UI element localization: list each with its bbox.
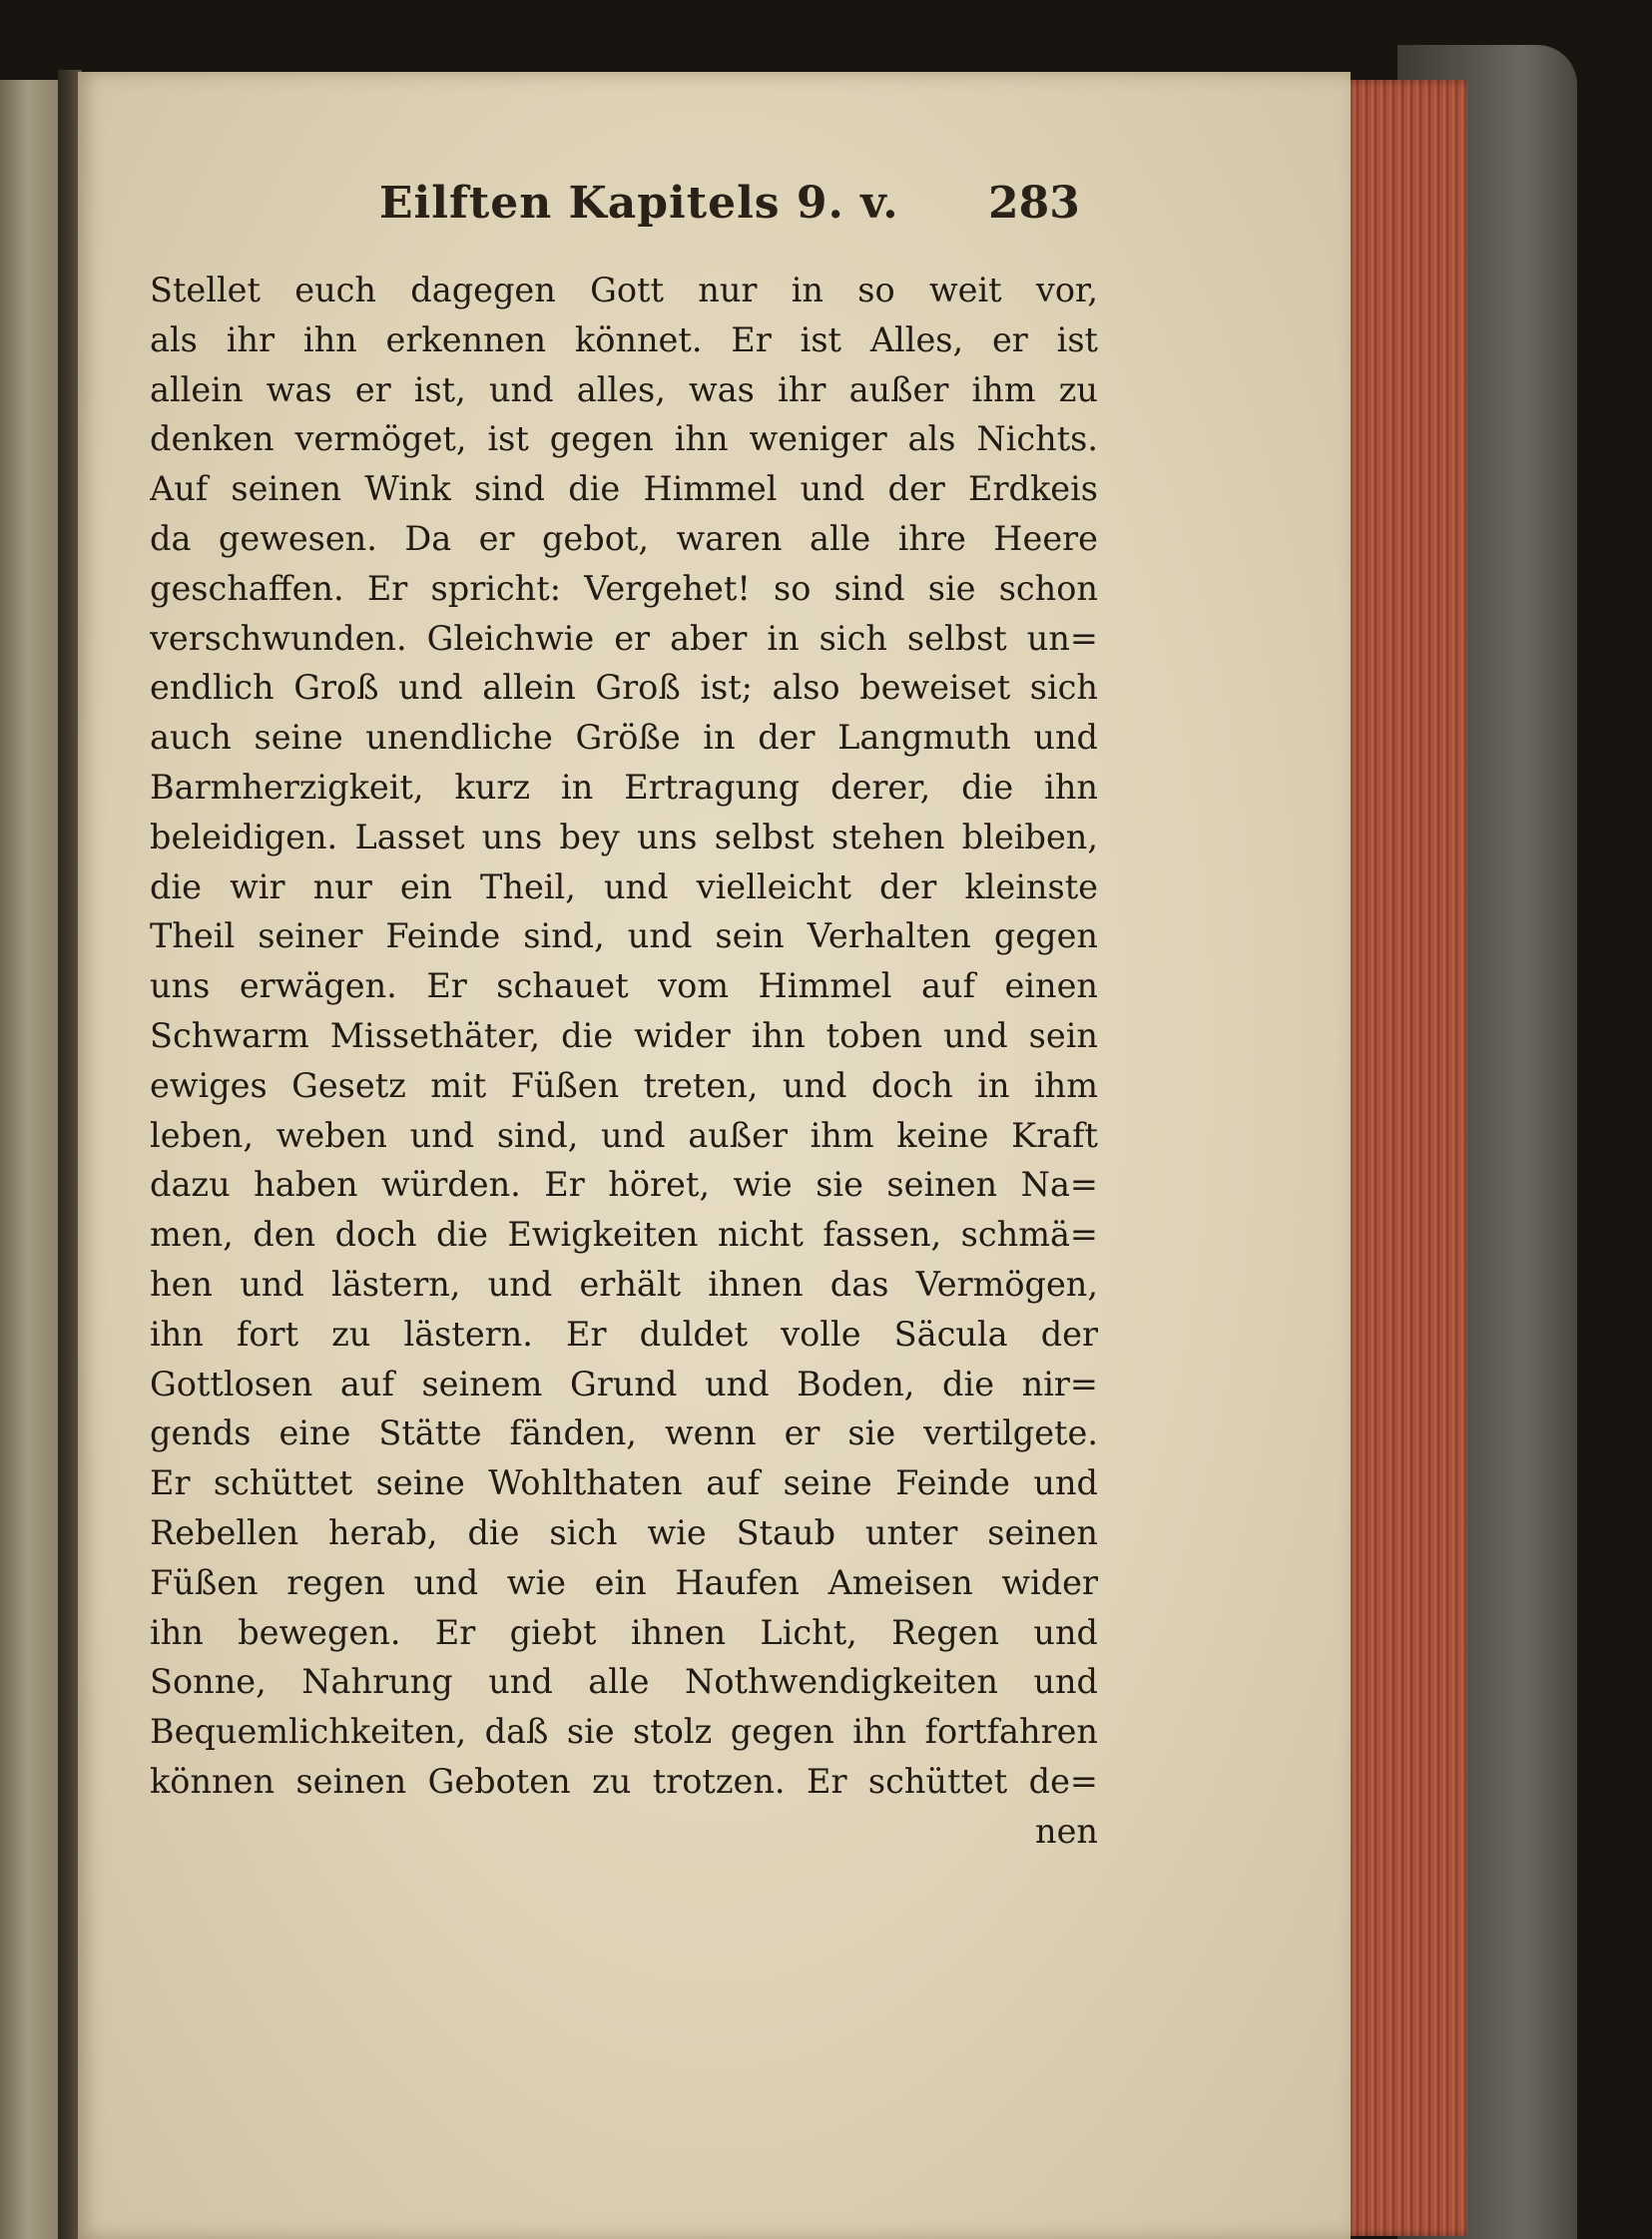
- text-line: verschwunden. Gleichwie er aber in sich selbst un=: [150, 618, 1098, 658]
- text-line: ewiges Gesetz mit Füßen treten, und doch in ihm: [150, 1065, 1098, 1105]
- text-line: hen und lästern, und erhält ihnen das Vermögen,: [150, 1264, 1098, 1304]
- catchword: nen: [1035, 1811, 1098, 1851]
- facing-page-edge: [0, 80, 62, 2239]
- text-line: Rebellen herab, die sich wie Staub unter seinen: [150, 1512, 1098, 1552]
- red-page-edges: [1343, 80, 1467, 2236]
- text-line: auch seine unendliche Größe in der Langmuth und: [150, 718, 1098, 758]
- text-line: als ihr ihn erkennen könnet. Er ist Alles, er ist: [150, 319, 1098, 359]
- text-line: geschaffen. Er spricht: Vergehet! so sind sie schon: [150, 568, 1098, 608]
- text-line: dazu haben würden. Er höret, wie sie seinen Na=: [150, 1165, 1098, 1205]
- text-line: Bequemlichkeiten, daß sie stolz gegen ihn fortfahren: [150, 1712, 1098, 1752]
- text-line: Theil seiner Feinde sind, und sein Verhalten gegen: [150, 916, 1098, 956]
- text-line: Auf seinen Wink sind die Himmel und der Erdkeis: [150, 469, 1098, 509]
- page-number: 283: [988, 178, 1080, 229]
- text-line: denken vermöget, ist gegen ihn weniger als Nichts.: [150, 419, 1098, 459]
- page-header: [379, 178, 1098, 248]
- text-line: Stellet euch dagegen Gott nur in so weit vor,: [150, 271, 1098, 309]
- text-line: die wir nur ein Theil, und vielleicht der kleinste: [150, 866, 1098, 906]
- text-line: allein was er ist, und alles, was ihr außer ihm zu: [150, 369, 1098, 409]
- text-line: Er schüttet seine Wohlthaten auf seine Feinde und: [150, 1463, 1098, 1503]
- text-line: ihn bewegen. Er giebt ihnen Licht, Regen und: [150, 1612, 1098, 1652]
- body-text: [150, 266, 1098, 1857]
- text-line: beleidigen. Lasset uns bey uns selbst stehen bleiben,: [150, 817, 1098, 856]
- text-line: Gottlosen auf seinem Grund und Boden, die nir=: [150, 1364, 1098, 1403]
- text-line: uns erwägen. Er schauet vom Himmel auf einen: [150, 966, 1098, 1006]
- text-line: Sonne, Nahrung und alle Nothwendigkeiten und: [150, 1662, 1098, 1702]
- text-line: können seinen Geboten zu trotzen. Er schüttet de=: [150, 1761, 1098, 1801]
- running-head: Eilften Kapitels 9. v.: [379, 178, 899, 229]
- text-line: leben, weben und sind, und außer ihm keine Kraft: [150, 1115, 1098, 1155]
- text-line: gends eine Stätte fänden, wenn er sie vertilgete.: [150, 1413, 1098, 1453]
- text-line: men, den doch die Ewigkeiten nicht fassen, schmä=: [150, 1215, 1098, 1255]
- text-line: Schwarm Missethäter, die wider ihn toben und sein: [150, 1015, 1098, 1055]
- text-line: ihn fort zu lästern. Er duldet volle Säcula der: [150, 1314, 1098, 1354]
- text-line: Barmherzigkeit, kurz in Ertragung derer, die ihn: [150, 767, 1098, 807]
- text-line: Füßen regen und wie ein Haufen Ameisen wider: [150, 1562, 1098, 1602]
- text-line: endlich Groß und allein Groß ist; also beweiset sich: [150, 668, 1098, 708]
- text-line: da gewesen. Da er gebot, waren alle ihre Heere: [150, 518, 1098, 558]
